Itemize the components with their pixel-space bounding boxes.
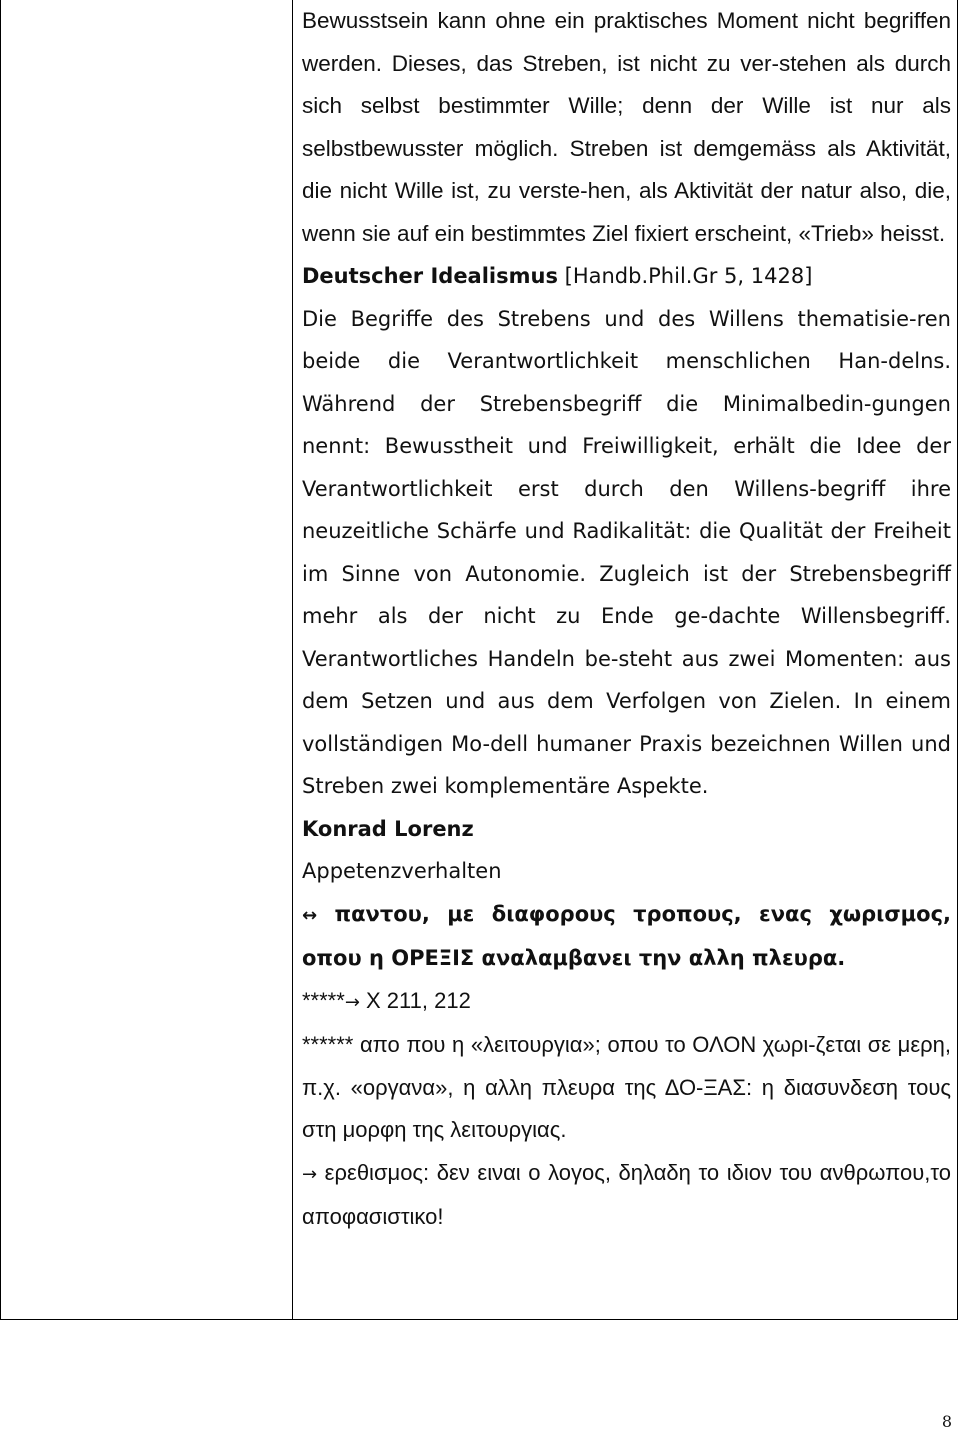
paragraph-streben — [302, 0, 951, 255]
right-arrow-icon: → — [302, 1163, 318, 1185]
greek-paragraph-erethismos — [302, 1152, 951, 1239]
reference-line — [302, 980, 951, 1025]
source-line — [302, 255, 951, 298]
page-number: 8 — [941, 1412, 952, 1431]
right-arrow-icon: → — [344, 991, 360, 1013]
greek-bold-paragraph — [302, 893, 951, 980]
paragraph-streben-text: Bewusstsein kann ohne ein praktisches Moment nicht begriffen werden. Dieses, das Streben, ist nicht zu ver-stehen als durch sich selbst bestimmter Wille; denn der Wille ist nur als selbstbewusster möglich. Streben ist demgemäss als Aktivität, die nicht Wille ist, zu verste-hen, als Aktivität der natur also, die, wenn sie auf ein bestimmtes Ziel fixiert erscheint, «Trieb» heisst. — [302, 8, 951, 246]
right-column — [294, 0, 957, 1319]
source-ref: [Handb.Phil.Gr 5, 1428] — [557, 264, 813, 288]
source-bold: Deutscher Idealismus — [302, 264, 558, 288]
reference-text: X 211, 212 — [359, 987, 471, 1013]
text-block — [302, 0, 951, 1239]
greek-paragraph-leitourgia: ****** απο που η «λειτουργια»; οπου το ΟΛΟΝ χωρι-ζεται σε μερη, π.χ. «οργανα», η αλλη πλευρα της ΔΟ-ΞΑΣ: η διασυνδεση τους στη μορφη της λειτουργιας. — [302, 1032, 951, 1142]
paragraph-begriffe-text: Die Begriffe des Strebens und des Willens thematisie-ren beide die Verantwortlichkeit menschlichen Han-delns. Während der Strebensbegriff die Minimalbedin-gungen nennt: Bewusstheit und Freiwilligkeit, erhält die Idee der Verantwortlichkeit erst durch den Willens-begriff ihre neuzeitliche Schärfe und Radikalität: die Qualität der Freiheit im Sinne von Autonomie. Zugleich ist der Strebensbegriff mehr als der nicht zu Ende ge-dachte Willensbegriff. Verantwortliches Handeln be-steht aus zwei Momenten: aus dem Setzen und aus dem Verfolgen von Zielen. In einem vollständigen Mo-dell humaner Praxis bezeichnen Willen und Streben zwei komplementäre Aspekte. — [302, 306, 951, 798]
left-column — [1, 0, 293, 1319]
author-name: Konrad Lorenz — [302, 816, 474, 841]
paragraph-begriffe — [302, 298, 951, 808]
term-line: Appetenzverhalten — [302, 859, 502, 883]
greek-bold-text: παντου, με διαφορους τροπους, ενας χωρισμος, οπου η ΟΡΕΞΙΣ αναλαμβανει την αλλη πλευρα. — [302, 901, 951, 970]
double-arrow-icon: ↔ — [302, 904, 318, 926]
stars: ***** — [302, 987, 345, 1013]
erethismos-text: ερεθισμος: δεν ειναι ο λογος, δηλαδη το ιδιον του ανθρωπου,το αποφασιστικο! — [302, 1159, 951, 1229]
